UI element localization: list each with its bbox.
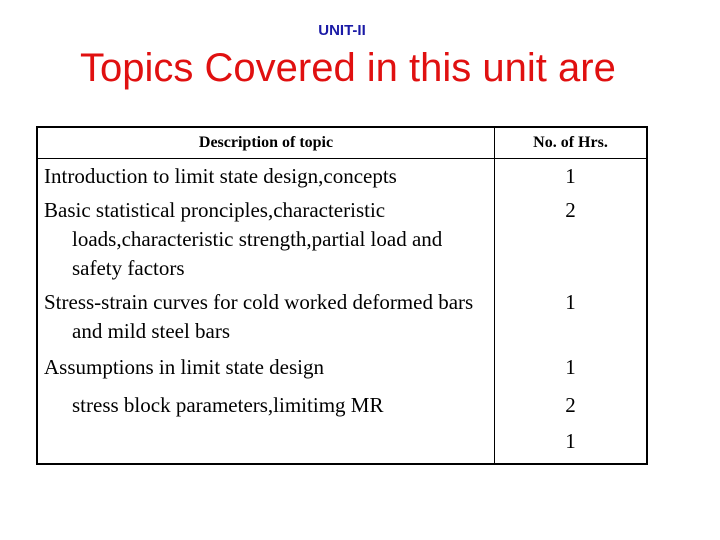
topic-description: Introduction to limit state design,concepts	[44, 164, 397, 188]
topic-hours: 2	[565, 393, 576, 417]
topics-table	[36, 126, 648, 465]
column-header-description: Description of topic	[37, 127, 495, 159]
table-row	[37, 288, 647, 350]
table-row	[37, 159, 647, 197]
table-row	[37, 391, 647, 427]
topic-description: stress block parameters,limitimg MR	[72, 393, 384, 417]
topic-hours: 1	[565, 164, 576, 188]
table-row	[37, 427, 647, 464]
topic-description: Stress-strain curves for cold worked deformed bars and mild steel bars	[44, 290, 474, 343]
topic-description-cell	[37, 288, 495, 350]
topic-description: Assumptions in limit state design	[44, 355, 325, 379]
topic-description-cell	[37, 427, 495, 464]
unit-label: UNIT-II	[318, 22, 366, 39]
topic-hours: 1	[565, 355, 576, 379]
topic-hours: 2	[565, 198, 576, 222]
column-header-hours: No. of Hrs.	[495, 127, 648, 159]
topic-hours: 1	[565, 290, 576, 314]
topic-description-cell	[37, 391, 495, 427]
topic-description-cell	[37, 350, 495, 391]
table-row	[37, 350, 647, 391]
table-header-row	[37, 127, 647, 159]
topic-hours: 1	[565, 429, 576, 453]
topic-description-cell	[37, 196, 495, 288]
table-row	[37, 196, 647, 288]
topic-description: Basic statistical pronciples,characteristic loads,characteristic strength,partial load and safety factors	[44, 198, 443, 280]
topic-description-cell	[37, 159, 495, 197]
page-title: Topics Covered in this unit are	[80, 46, 616, 90]
